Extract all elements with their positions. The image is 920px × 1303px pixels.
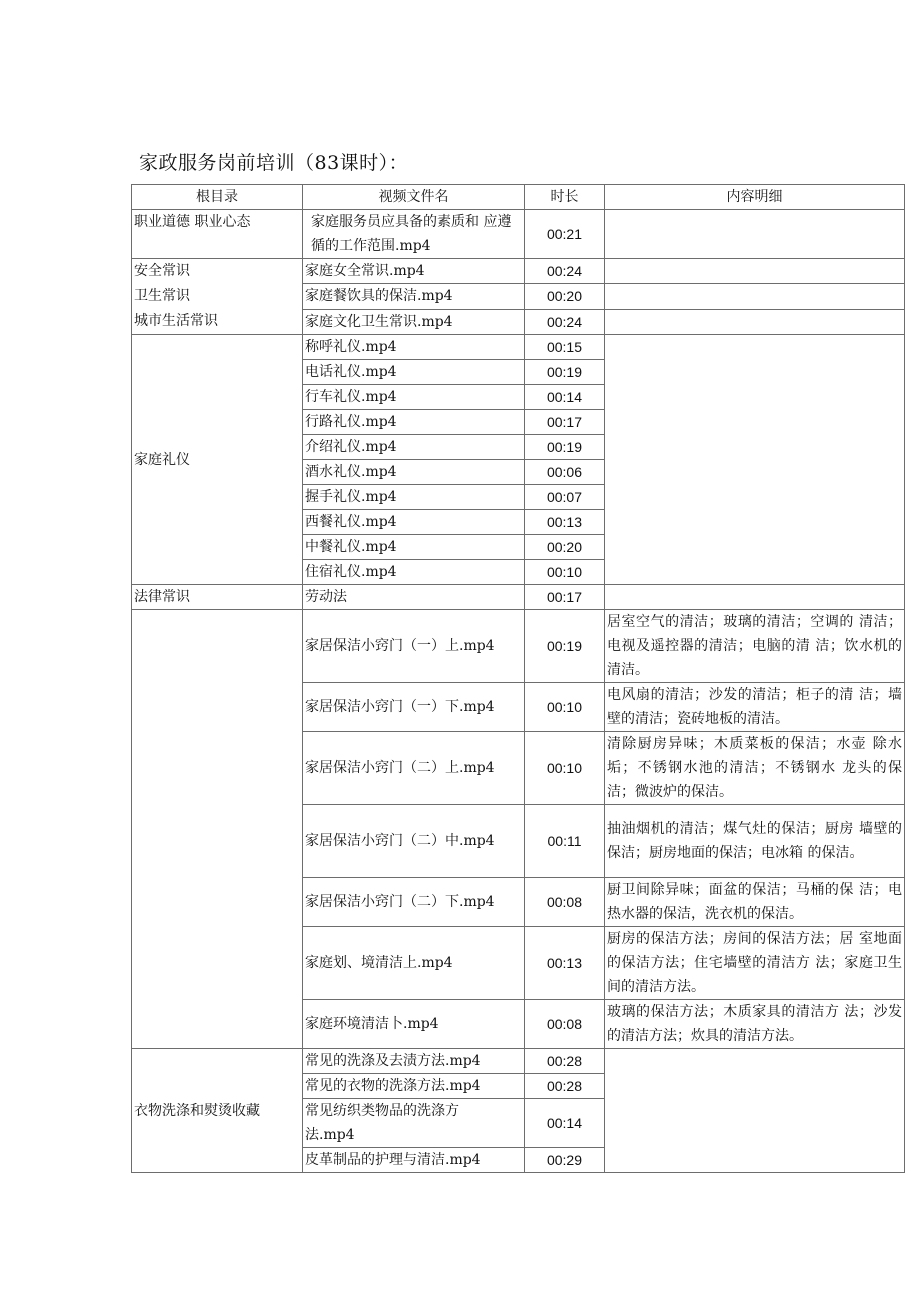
category-cell: 衣物洗涤和熨烫收藏 <box>132 1049 303 1173</box>
category-cell <box>132 610 303 1049</box>
header-row <box>132 185 905 210</box>
table-row <box>132 259 905 284</box>
duration: 00:21 <box>525 210 605 259</box>
table-row <box>132 1049 905 1074</box>
video-file-line: 法.mp4 <box>305 1127 355 1143</box>
video-file: 家居保洁小窍门（一）上.mp4 <box>303 610 525 683</box>
detail-cell: 居室空气的清洁；玻璃的清洁；空调的 清洁；电视及遥控器的清洁；电脑的清 洁；饮水机的清洁。 <box>605 610 905 683</box>
table-row <box>132 210 905 259</box>
duration: 00:13 <box>525 510 605 535</box>
detail-cell: 厨房的保洁方法；房间的保洁方法；居 室地面的保洁方法；住宅墙壁的清洁方 法；家庭卫生间的清洁方法。 <box>605 927 905 1000</box>
duration: 00:10 <box>525 560 605 585</box>
video-file: 家居保洁小窍门（二）下.mp4 <box>303 878 525 927</box>
duration: 00:07 <box>525 485 605 510</box>
video-file: 介绍礼仪.mp4 <box>303 435 525 460</box>
duration: 00:24 <box>525 259 605 284</box>
table-row <box>132 585 905 610</box>
category-line: 城市生活常识 <box>134 313 218 329</box>
category-line: 卫生常识 <box>134 288 190 304</box>
duration: 00:20 <box>525 284 605 309</box>
category-cell: 职业道德 职业心态 <box>132 210 303 259</box>
video-file: 家庭女全常识.mp4 <box>303 259 525 284</box>
detail-cell <box>605 335 905 585</box>
duration: 00:15 <box>525 335 605 360</box>
duration: 00:19 <box>525 360 605 385</box>
detail-cell <box>605 1049 905 1173</box>
header-video: 视频文件名 <box>303 185 525 210</box>
duration: 00:29 <box>525 1148 605 1173</box>
detail-cell <box>605 585 905 610</box>
video-file: 握手礼仪.mp4 <box>303 485 525 510</box>
duration: 00:13 <box>525 927 605 1000</box>
detail-cell: 清除厨房异味；木质菜板的保洁；水壶 除水垢；不锈钢水池的清洁；不锈钢水 龙头的保洁；微波炉的保洁。 <box>605 732 905 805</box>
video-file: 家居保洁小窍门（二）上.mp4 <box>303 732 525 805</box>
detail-cell: 电风扇的清洁；沙发的清洁；柜子的清 洁；墙壁的清洁；瓷砖地板的清洁。 <box>605 683 905 732</box>
video-file-line: 常见纺织类物品的洗涤方 <box>305 1103 459 1119</box>
duration: 00:14 <box>525 385 605 410</box>
duration: 00:19 <box>525 610 605 683</box>
detail-cell: 玻璃的保洁方法；木质家具的清洁方 法；沙发的清洁方法；炊具的清洁方法。 <box>605 1000 905 1049</box>
detail-cell <box>605 210 905 259</box>
video-file: 称呼礼仪.mp4 <box>303 335 525 360</box>
video-file: 住宿礼仪.mp4 <box>303 560 525 585</box>
header-detail: 内容明细 <box>605 185 905 210</box>
duration: 00:06 <box>525 460 605 485</box>
duration: 00:08 <box>525 878 605 927</box>
category-cell <box>132 259 303 335</box>
category-line: 安全常识 <box>134 263 190 279</box>
video-file: 家庭文化卫生常识.mp4 <box>303 309 525 334</box>
video-file: 酒水礼仪.mp4 <box>303 460 525 485</box>
duration: 00:10 <box>525 732 605 805</box>
video-file: 西餐礼仪.mp4 <box>303 510 525 535</box>
video-file: 电话礼仪.mp4 <box>303 360 525 385</box>
video-file: 家庭划、境清洁上.mp4 <box>303 927 525 1000</box>
duration: 00:11 <box>525 805 605 878</box>
table-row <box>132 610 905 683</box>
video-file: 家庭餐饮具的保洁.mp4 <box>303 284 525 309</box>
duration: 00:17 <box>525 410 605 435</box>
category-cell: 家庭礼仪 <box>132 335 303 585</box>
duration: 00:19 <box>525 435 605 460</box>
video-file: 行路礼仪.mp4 <box>303 410 525 435</box>
video-file: 皮革制品的护理与清洁.mp4 <box>303 1148 525 1173</box>
detail-cell: 抽油烟机的清洁；煤气灶的保洁；厨房 墙壁的保洁；厨房地面的保洁；电冰箱 的保洁。 <box>605 805 905 878</box>
document-title: 家政服务岗前培训（83课时）： <box>139 152 409 174</box>
header-duration: 时长 <box>525 185 605 210</box>
duration: 00:17 <box>525 585 605 610</box>
video-file: 家庭环境清洁卜.mp4 <box>303 1000 525 1049</box>
table-row <box>132 335 905 360</box>
video-file: 劳动法 <box>303 585 525 610</box>
video-file: 常见的衣物的洗涤方法.mp4 <box>303 1074 525 1099</box>
detail-cell <box>605 259 905 284</box>
video-file: 家庭服务员应具备的素质和 应遵循的工作范围.mp4 <box>303 210 525 259</box>
detail-cell <box>605 284 905 309</box>
duration: 00:08 <box>525 1000 605 1049</box>
category-cell: 法律常识 <box>132 585 303 610</box>
duration: 00:10 <box>525 683 605 732</box>
video-file: 常见的洗涤及去渍方法.mp4 <box>303 1049 525 1074</box>
video-file: 行车礼仪.mp4 <box>303 385 525 410</box>
video-file: 家居保洁小窍门（一）下.mp4 <box>303 683 525 732</box>
duration: 00:24 <box>525 309 605 334</box>
video-file: 家居保洁小窍门（二）中.mp4 <box>303 805 525 878</box>
duration: 00:28 <box>525 1074 605 1099</box>
detail-cell <box>605 309 905 334</box>
header-catalog: 根目录 <box>132 185 303 210</box>
detail-cell: 厨卫间除异味；面盆的保洁；马桶的保 洁；电热水器的保洁，洗衣机的保洁。 <box>605 878 905 927</box>
duration: 00:14 <box>525 1099 605 1148</box>
video-file: 中餐礼仪.mp4 <box>303 535 525 560</box>
duration: 00:28 <box>525 1049 605 1074</box>
course-table <box>131 184 905 1173</box>
duration: 00:20 <box>525 535 605 560</box>
video-file <box>303 1099 525 1148</box>
